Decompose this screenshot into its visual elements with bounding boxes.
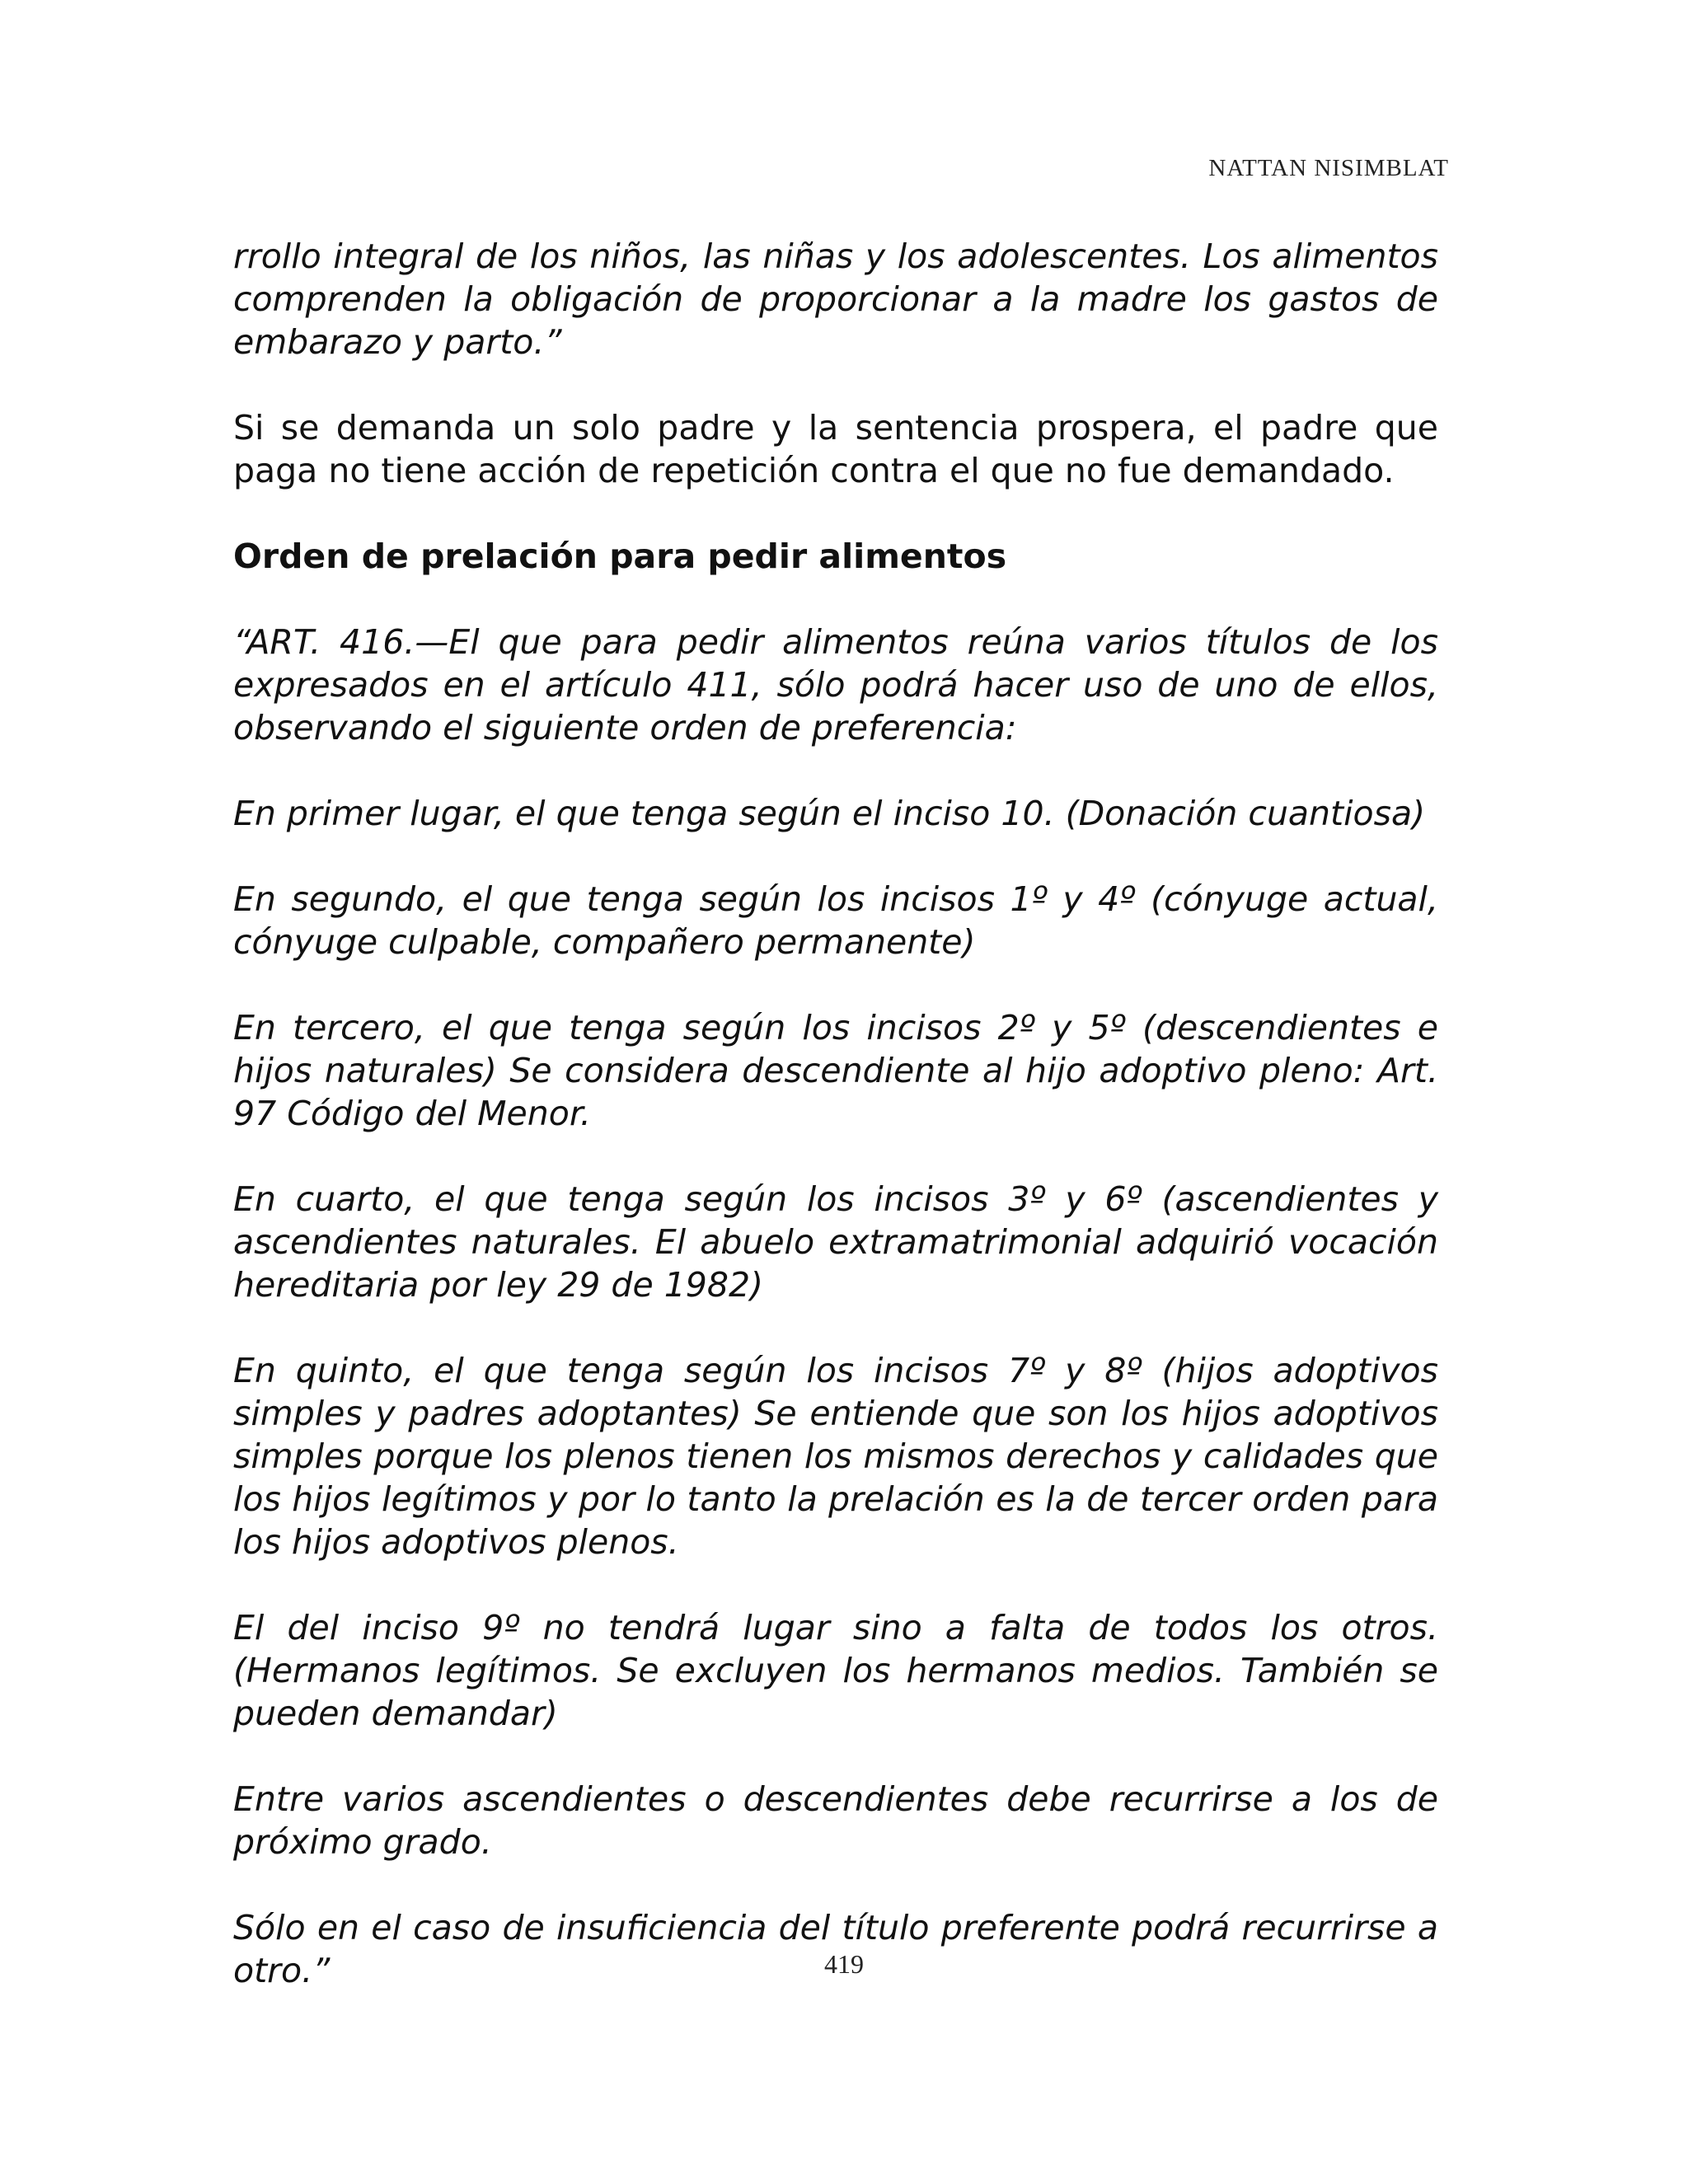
page-number: 419: [824, 1949, 864, 1979]
paragraph-fourth-place: En cuarto, el que tenga según los incisos 3º y 6º (ascendientes y ascendientes naturales. El abuelo extramatrimonial adquirió vocación hereditaria por ley 29 de 1982): [233, 1179, 1438, 1305]
paragraph-fifth-place: En quinto, el que tenga según los incisos 7º y 8º (hijos adoptivos simples y padres adoptantes) Se entiende que son los hijos adoptivos simples porque los plenos tienen los mismos derechos y calidades que los hijos legítimos y por lo tanto la prelación es la de tercer orden para los hijos adoptivos plenos.: [233, 1351, 1438, 1562]
paragraph-article-416: “ART. 416.—El que para pedir alimentos reúna varios títulos de los expresados en el artículo 411, sólo podrá hacer uso de uno de ellos, observando el siguiente orden de preferencia:: [233, 622, 1438, 748]
page-body: [233, 235, 1438, 2035]
paragraph-second-place: En segundo, el que tenga según los incisos 1º y 4º (cónyuge actual, cónyuge culpable, compañero permanente): [233, 879, 1438, 962]
paragraph-single-parent-demand: Si se demanda un solo padre y la sentencia prospera, el padre que paga no tiene acción de repetición contra el que no fue demandado.: [233, 408, 1438, 490]
paragraph-ninth-clause: El del inciso 9º no tendrá lugar sino a falta de todos los otros. (Hermanos legítimos. Se excluyen los hermanos medios. También se pueden demandar): [233, 1608, 1438, 1733]
paragraph-continuation-quote: rrollo integral de los niños, las niñas y los adolescentes. Los alimentos comprenden la obligación de proporcionar a la madre los gastos de embarazo y parto.”: [233, 237, 1438, 362]
section-heading-order-of-priority: Orden de prelación para pedir alimentos: [233, 537, 1007, 576]
paragraph-insufficiency: Sólo en el caso de insuficiencia del título preferente podrá recurrirse a otro.”: [233, 1908, 1438, 1990]
paragraph-third-place: En tercero, el que tenga según los incisos 2º y 5º (descendientes e hijos naturales) Se considera descendiente al hijo adoptivo pleno: Art. 97 Código del Menor.: [233, 1008, 1438, 1133]
paragraph-next-degree: Entre varios ascendientes o descendientes debe recurrirse a los de próximo grado.: [233, 1779, 1438, 1862]
paragraph-first-place: En primer lugar, el que tenga según el inciso 10. (Donación cuantiosa): [233, 794, 1426, 833]
running-header-author: NATTAN NISIMBLAT: [1208, 155, 1449, 181]
